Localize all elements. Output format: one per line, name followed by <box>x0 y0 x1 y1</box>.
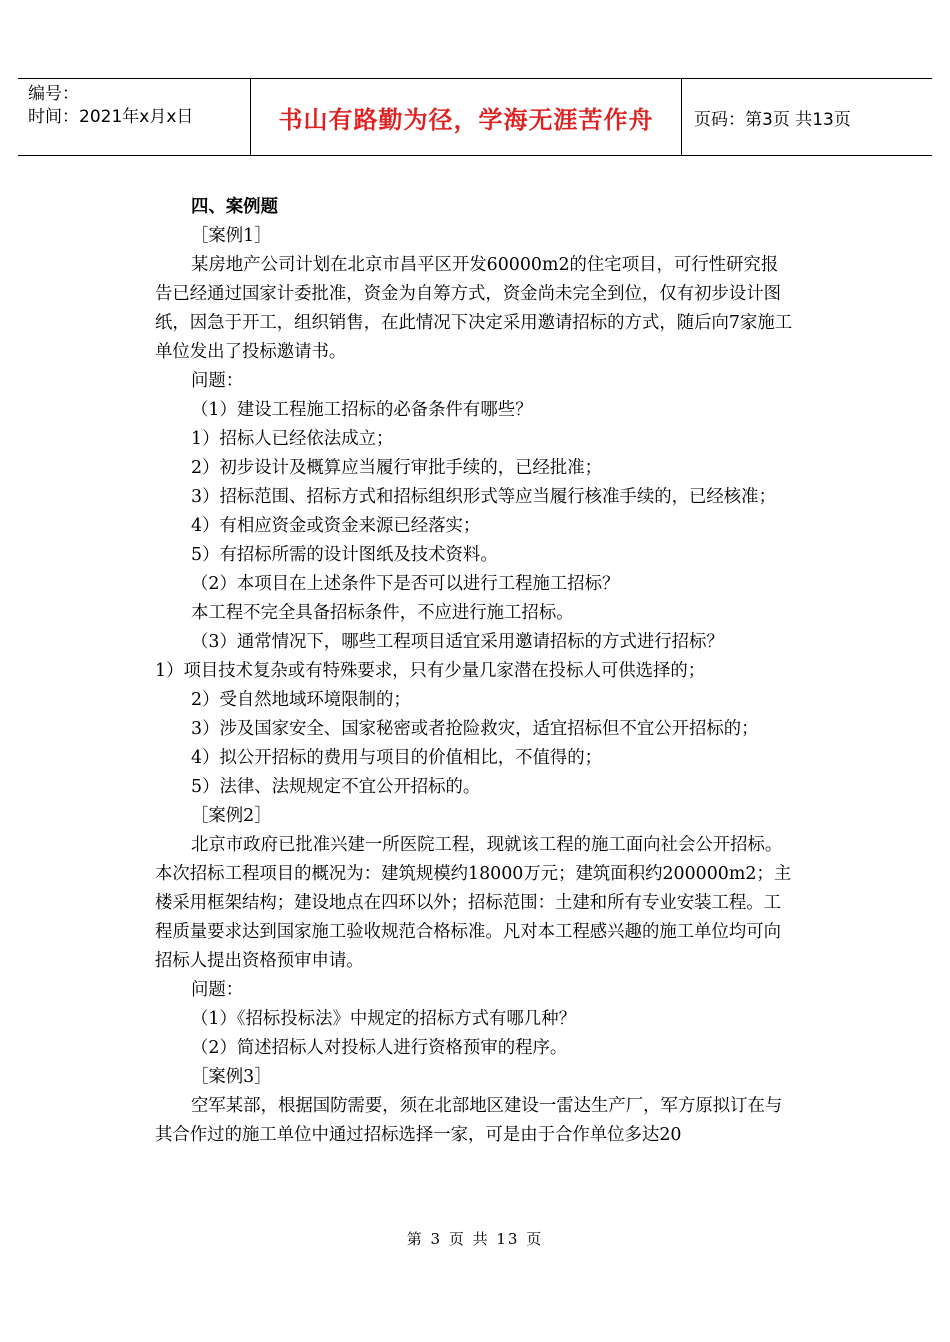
answer-item: 1）招标人已经依法成立； <box>191 429 394 449</box>
case-heading: ［案例2］ <box>191 806 272 826</box>
section-title: 四、案例题 <box>191 197 278 217</box>
case-heading: ［案例3］ <box>191 1067 272 1087</box>
answer-item: 4）有相应资金或资金来源已经落实； <box>191 516 481 536</box>
answer-item: 4）拟公开招标的费用与项目的价值相比，不值得的； <box>191 748 603 768</box>
header-page-label: 页码：第3页 共13页 <box>694 109 851 130</box>
answer: 本工程不完全具备招标条件，不应进行施工招标。 <box>191 603 574 623</box>
answer-item: 5）法律、法规规定不宜公开招标的。 <box>191 777 481 797</box>
document-time-label: 时间：2021年x月x日 <box>28 107 194 127</box>
page-header <box>18 78 932 156</box>
header-meta <box>18 79 251 155</box>
question: （1）《招标投标法》中规定的招标方式有哪几种？ <box>191 1009 576 1029</box>
question-label: 问题： <box>191 980 244 1000</box>
answer-item: 3）招标范围、招标方式和招标组织形式等应当履行核准手续的，已经核准； <box>191 487 776 507</box>
answer-item: 2）初步设计及概算应当履行审批手续的，已经批准； <box>191 458 603 478</box>
case-heading: ［案例1］ <box>191 226 272 246</box>
question: （1）建设工程施工招标的必备条件有哪些？ <box>191 400 533 420</box>
question: （2）简述招标人对投标人进行资格预审的程序。 <box>191 1038 568 1058</box>
answer-item: 3）涉及国家安全、国家秘密或者抢险救灾，适宜招标但不宜公开招标的； <box>191 719 759 739</box>
page-footer: 第 3 页 共 13 页 <box>406 1230 544 1248</box>
answer-item: 5）有招标所需的设计图纸及技术资料。 <box>191 545 498 565</box>
paragraph: 北京市政府已批准兴建一所医院工程，现就该工程的施工面向社会公开招标。本次招标工程项目的概况为：建筑规模约18000万元；建筑面积约200000m2；主楼采用框架结构；建设地点在四环以外；招标范围：土建和所有专业安装工程。工程质量要求达到国家施工验收规范合格标准。凡对本工程感兴趣的施工单位均可向招标人提出资格预审申请。 <box>155 835 792 971</box>
answer-item: 1）项目技术复杂或有特殊要求，只有少量几家潜在投标人可供选择的； <box>155 661 706 681</box>
question-label: 问题： <box>191 371 244 391</box>
answer-item: 2）受自然地域环境限制的； <box>191 690 411 710</box>
question: （2）本项目在上述条件下是否可以进行工程施工招标？ <box>191 574 620 594</box>
paragraph: 空军某部，根据国防需要，须在北部地区建设一雷达生产厂，军方原拟订在与其合作过的施工单位中通过招标选择一家，可是由于合作单位多达20 <box>155 1096 783 1145</box>
document-body <box>155 193 795 1150</box>
header-motto: 书山有路勤为径，学海无涯苦作舟 <box>251 79 682 155</box>
paragraph: 某房地产公司计划在北京市昌平区开发60000m2的住宅项目，可行性研究报告已经通过国家计委批准，资金为自筹方式，资金尚未完全到位，仅有初步设计图纸，因急于开工，组织销售，在此情况下决定采用邀请招标的方式，随后向7家施工单位发出了投标邀请书。 <box>155 255 793 362</box>
question: （3）通常情况下，哪些工程项目适宜采用邀请招标的方式进行招标？ <box>191 632 724 652</box>
document-number-label: 编号： <box>28 84 79 104</box>
